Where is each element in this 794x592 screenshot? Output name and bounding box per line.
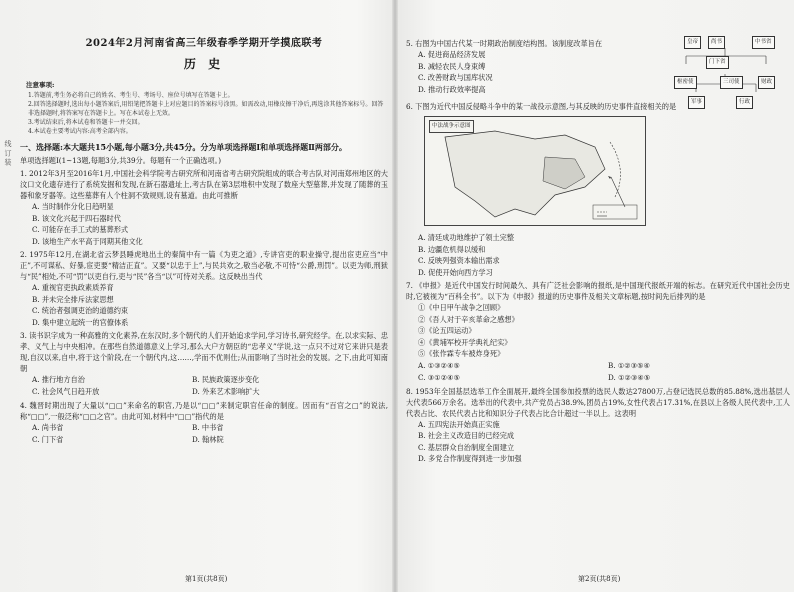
option: C. 基层群众自治制度全面建立 (418, 442, 515, 452)
option: B. 民族政策逐步变化 (192, 375, 260, 384)
page-number-left: 第1页(共8页) (185, 575, 228, 583)
question-7: 7. 《申报》是近代中国发行时间最久、具有广泛社会影响的报纸,是中国现代报纸开端的标志。在研究近代中国社会历史时,它被视为“百科全书”。以下为《申报》报道的历史事件及相关文章标题,按时间先后排列的是 (406, 281, 790, 301)
question-8: 8. 1953年全国基层选举工作全面展开,最终全国参加投票的选民人数达27800万,占登记选民总数的85.88%,选出基层人大代表566万余名。选举出的代表中,共产党员占38.9%,团员占19%,女性代表占17.31%,在县以上各级人民代表中,工人代表占比、农民代表占比和知识分子代表占比合计超过一半以上。这表明 (406, 386, 790, 418)
option: C. 可能存在手工式的墓葬形式 (32, 225, 129, 234)
option: A. ①③②④⑤ (418, 360, 460, 370)
option: D. ①②③④⑤ (608, 372, 651, 382)
diagram-box: 门下省 (706, 56, 729, 69)
diagram-box: 财政 (758, 76, 775, 89)
item: ⑤《张作霖专车被炸身死》 (418, 349, 505, 358)
question-1: 1. 2012年3月至2016年1月,中国社会科学院考古研究所和河南省考古研究院组成的联合考古队对河南郑州地区的大汶口文化遗存进行了系统发掘和发现,在新石器遗址上,考古队在第3层堆积中发现了数座大型墓葬,并发现了随葬的玉器和象牙器等。这些墓葬有人个柱洞不致规则,设有墓道。由此可推断 (20, 169, 388, 200)
option: D. 外来艺术影响扩大 (192, 387, 260, 396)
option: D. 翰林院 (192, 435, 224, 444)
diagram-box: 枢密使 (674, 76, 697, 89)
section-sub: 单项选择题Ⅰ(1~13题,每题3分,共39分。每题有一个正确选项。) (20, 156, 222, 165)
option: B. 边疆危机得以缓和 (418, 244, 486, 254)
option: B. 该文化兴起于四石器时代 (32, 213, 121, 223)
diagram-box: 皇帝 (684, 36, 701, 49)
option: D. 集中建立起统一的官僚体系 (32, 317, 129, 327)
diagram-box: 三司使 (720, 76, 743, 89)
diagram-box: 中书省 (752, 36, 775, 49)
diagram-box: 军事 (688, 96, 705, 109)
note-line: 1.答题前,考生务必将自己的姓名、考生号、考场号、座位号填写在答题卡上。 (28, 92, 234, 99)
option-row (20, 386, 388, 398)
option: A. 当时制作分化日趋明显 (32, 202, 114, 211)
option: A. 促进商品经济发展 (418, 50, 486, 59)
subject-title: 历 史 (183, 57, 225, 71)
page-number-right: 第2页(共8页) (578, 575, 621, 583)
map-drawing (425, 117, 645, 225)
question-4: 4. 魏晋时期出现了大量以“□□”来命名的职官,乃是以“□□”来制定职官任命的制度。因而有“百官之□”的说法,称“□□”,一般泛称“□□之官”。由此可知,材料中“□□”指代的是 (20, 401, 388, 421)
option: B. 社会主义改造目的已经完成 (418, 431, 515, 440)
option-row (20, 434, 388, 446)
section-title: 一、选择题:本大题共15小题,每小题3分,共45分。分为单项选择题Ⅰ和单项选择题Ⅱ两部分。 (20, 142, 347, 152)
battle-map (424, 116, 646, 226)
option: B. 中书省 (192, 423, 224, 432)
option: B. ①②③⑤④ (608, 360, 651, 370)
option: C. 门下省 (32, 435, 64, 444)
option: B. 并未完全排斥法家思想 (32, 294, 114, 304)
option: C. 反映列强资本输出需求 (418, 256, 500, 265)
diagram-box: 行政 (736, 96, 753, 109)
option: D. 促使开始向西方学习 (418, 267, 493, 277)
map-title: 中法战争示意图 (429, 120, 474, 133)
item: ④《黄埔军校开学典礼纪实》 (418, 337, 512, 347)
option: C. 统治者强调吏治的道德约束 (32, 306, 129, 315)
item: ③《论五四运动》 (418, 326, 476, 335)
option-row (20, 374, 388, 386)
option: C. 改善财政与国库状况 (418, 73, 493, 82)
right-page (406, 0, 790, 465)
option-row (406, 372, 790, 384)
page-fold (392, 0, 398, 592)
item: ①《中日甲午战争之回顾》 (418, 303, 505, 312)
option: A. 尚书省 (32, 423, 64, 432)
binding-text: 线 订 装 (4, 140, 12, 166)
option: D. 多党合作制度得到进一步加强 (418, 454, 522, 463)
option: C. 社会风气日趋开放 (32, 387, 100, 396)
note-line: 4.本试卷主要考试内容:高考全部内容。 (28, 128, 132, 135)
option: B. 减轻农民人身束缚 (418, 61, 486, 71)
option: D. 推动行政效率提高 (418, 84, 486, 94)
question-2: 2. 1975年12月,在湖北省云梦县睡虎地出土的秦简中有一篇《为吏之道》,专讲官吏的职业操守,提出宦吏应当“中正”,不可谋私、好暴,宦吏要“精洁正直”。又要“以忠于上”,与民共欢之,敬当必敬,不可恃“公爵,刑罚”。以吏为师,刑狱与“民”相处,不可“罚”以吏自行,吏与“民”各当“以”可恃对关系。这反映出当代 (20, 250, 388, 281)
option-row (406, 360, 790, 372)
question-6: 6. 下图为近代中国反侵略斗争中的某一战役示意图,与其反映的历史事件直接相关的是 (406, 102, 677, 111)
question-5: 5. 右图为中国古代某一时期政治制度结构图。该制度改革旨在 (406, 39, 603, 48)
notes-heading: 注意事项: (26, 81, 55, 89)
option: A. 推行地方自治 (32, 375, 85, 384)
diagram-box: 尚书 (708, 36, 725, 49)
note-line: 2.回答选择题时,选出每小题答案后,用铅笔把答题卡上对应题目的答案标号涂黑。如需改动,用橡皮擦干净后,再选涂其他答案标号。回答非选择题时,将答案写在答题卡上。写在本试卷上无效。 (28, 101, 384, 117)
option: A. 五四宪法开始真正实施 (418, 419, 500, 429)
left-page (20, 0, 388, 446)
option: A. 清廷成功地维护了领土完整 (418, 233, 515, 242)
option-row (20, 422, 388, 434)
option: A. 重视官吏执政素质养育 (32, 283, 114, 292)
binding-margin (0, 0, 18, 592)
exam-title: 2024年2月河南省高三年级春季学期开学摸底联考 (85, 38, 323, 49)
question-3: 3. 读书识字成为一种高雅的文化素养,在东汉时,多个朝代的人们开始追求学问,学习诗书,研究经学。在,以求实际、忠孝、义气上与中央相冲。在那些自然道德意义上学习,那么大户方朝臣的“忠孝义”学说,这一点只不过对它来讲只是表现,自汉以来,自中,将于这个阶段,在一个朝代内,这……,学而不优则仕;从而影响了当时社会的发展。之下,由此可知南朝 (20, 331, 388, 373)
item: ②《吾人对于辛亥革命之感想》 (418, 314, 519, 324)
note-line: 3.考试结束后,将本试卷和答题卡一并交回。 (28, 119, 144, 126)
option: C. ③①②④⑤ (418, 372, 461, 382)
option: D. 该地生产水平高于同期其他文化 (32, 236, 143, 246)
